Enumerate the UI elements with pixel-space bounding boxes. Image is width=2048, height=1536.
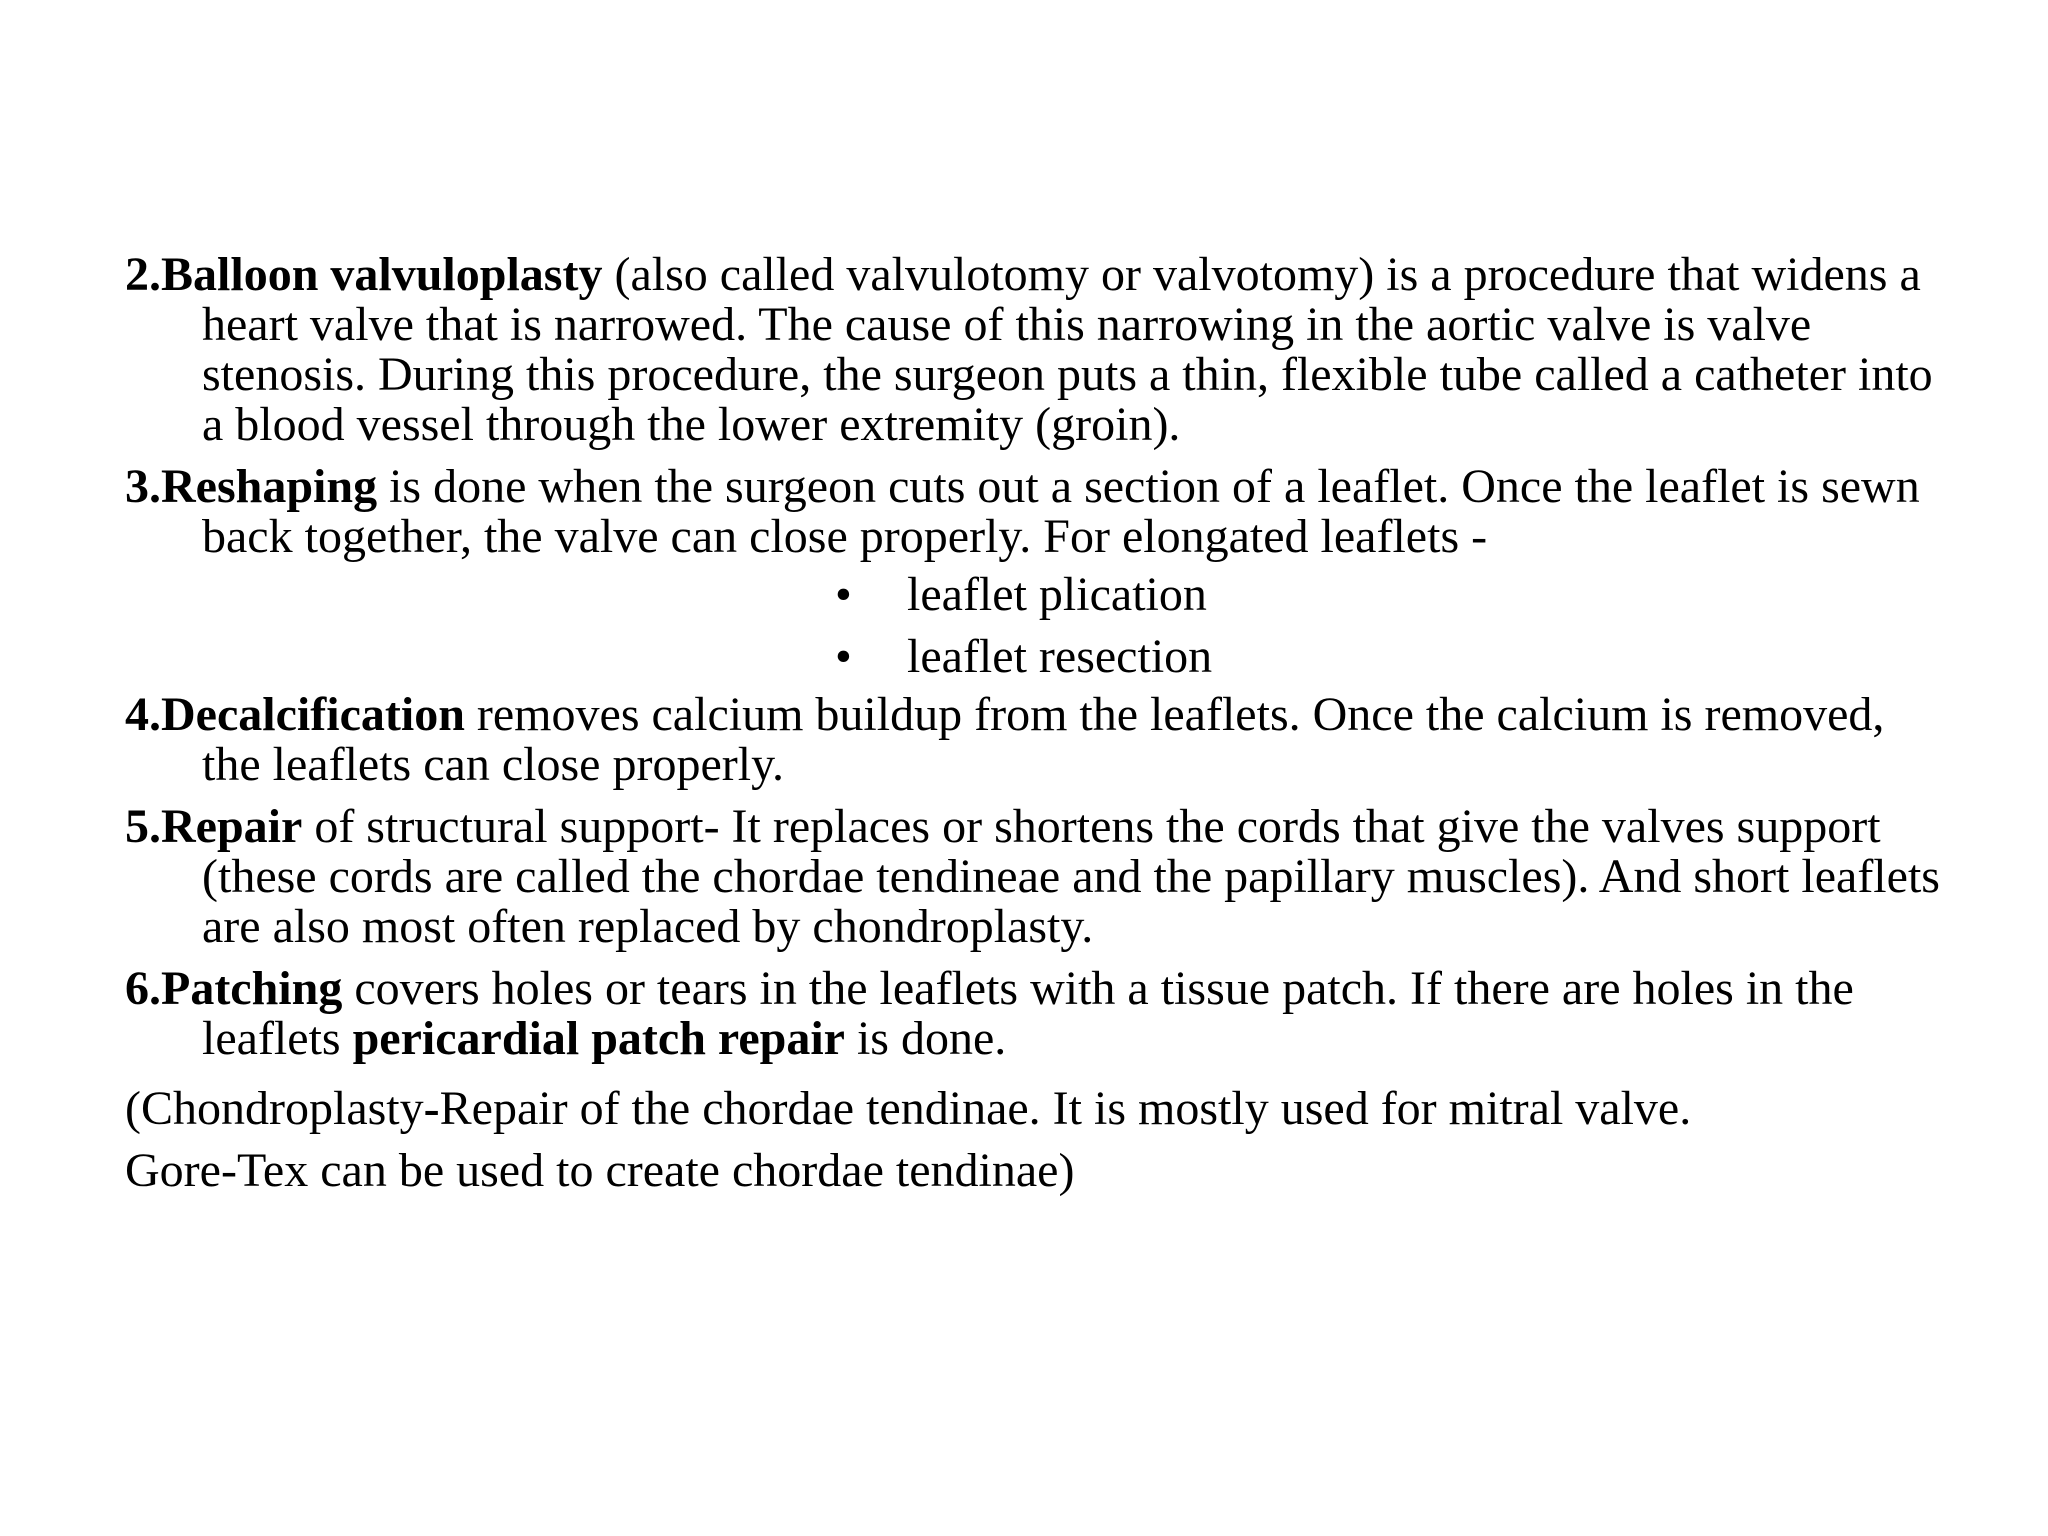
- item-term: Decalcification: [161, 688, 465, 741]
- item-decalcification: [125, 690, 1945, 790]
- item-term: Repair: [161, 800, 303, 853]
- note-text: Gore-Tex can be used to create chordae tendinae): [125, 1144, 1075, 1197]
- bullet-icon: •: [835, 568, 852, 621]
- item-bold-inline: pericardial patch repair: [352, 1012, 845, 1065]
- item-number: 4.: [125, 688, 161, 741]
- item-text: is done when the surgeon cuts out a section of a leaflet. Once the leaflet is sewn back together, the valve can close properly. For elongated leaflets -: [202, 460, 1920, 563]
- item-text-after: is done.: [844, 1012, 1007, 1065]
- bullet-item: [125, 626, 1945, 688]
- note-text: Repair of the chordae tendinae. It is mostly used for mitral valve.: [439, 1082, 1692, 1135]
- item-number: 2.: [125, 248, 161, 301]
- item-text: (also called valvulotomy or valvotomy) is a procedure that widens a heart valve that is narrowed. The cause of this narrowing in the aortic valve is valve stenosis. During this procedure, the surgeon puts a thin, flexible tube called a catheter into a blood vessel through the lower extremity (groin).: [202, 248, 1933, 451]
- note-line-2: [125, 1140, 1945, 1202]
- bullet-item: [125, 564, 1945, 626]
- item-term: Balloon valvuloplasty: [161, 248, 603, 301]
- slide-body: [125, 250, 1945, 1202]
- item-repair: [125, 802, 1945, 952]
- item-term: Reshaping: [161, 460, 378, 513]
- note-dash: -: [423, 1082, 440, 1135]
- bullet-label: leaflet plication: [907, 568, 1207, 621]
- note-text: (Chondroplasty: [125, 1082, 424, 1135]
- item-number: 6.: [125, 962, 161, 1015]
- reshaping-bullet-list: [125, 564, 1945, 688]
- item-number: 5.: [125, 800, 161, 853]
- item-text: removes calcium buildup from the leaflets. Once the calcium is removed, the leaflets can close properly.: [202, 688, 1885, 791]
- item-text: of structural support- It replaces or shortens the cords that give the valves support (these cords are called the chordae tendineae and the papillary muscles). And short leaflets are also most often replaced by chondroplasty.: [202, 800, 1940, 953]
- note-line-1: [125, 1078, 1945, 1140]
- bullet-label: leaflet resection: [907, 630, 1213, 683]
- item-patching: [125, 964, 1945, 1064]
- item-balloon-valvuloplasty: [125, 250, 1945, 450]
- item-term: Patching: [161, 962, 343, 1015]
- bullet-icon: •: [835, 630, 852, 683]
- item-number: 3.: [125, 460, 161, 513]
- item-reshaping: [125, 462, 1945, 562]
- item-text: covers holes or tears in the leaflets with a tissue patch. If there are holes in the leaflets: [202, 962, 1854, 1065]
